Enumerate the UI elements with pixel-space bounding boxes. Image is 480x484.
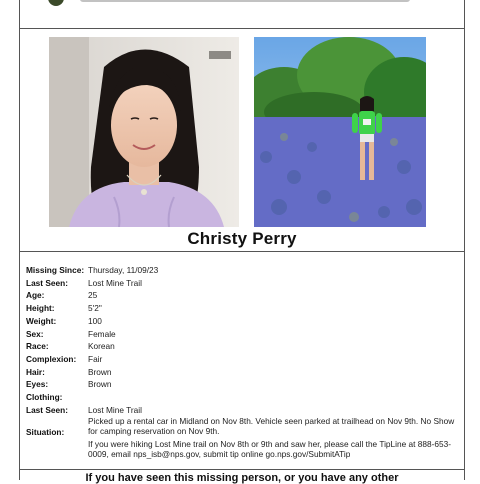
section-divider xyxy=(20,469,464,470)
situation-paragraph: If you were hiking Lost Mine trail on Nov 8th or 9th and saw her, please call the TipLine at 888-653-0009, email nps_isb@nps.gov, submit tip online go.nps.gov/SubmitATip xyxy=(88,439,451,460)
detail-value: 5'2" xyxy=(88,303,102,314)
missing-person-poster xyxy=(19,0,465,484)
detail-row-complexion xyxy=(26,353,462,366)
detail-label: Weight: xyxy=(26,315,57,326)
missing-person-name: Christy Perry xyxy=(187,229,297,248)
detail-label: Complexion: xyxy=(26,353,77,364)
detail-value: Korean xyxy=(88,341,115,352)
detail-label: Hair: xyxy=(26,366,45,377)
detail-value: 100 xyxy=(88,315,102,326)
field-photo-image xyxy=(254,37,426,227)
detail-label: Last Seen: xyxy=(26,277,68,288)
detail-row-race xyxy=(26,340,462,353)
detail-label: Situation: xyxy=(26,427,65,438)
detail-row-last-seen-2 xyxy=(26,404,462,417)
photo-row xyxy=(49,37,429,227)
footer-call-to-action: If you have seen this missing person, or you have any other xyxy=(85,472,399,484)
detail-value: Brown xyxy=(88,379,112,390)
detail-row-hair xyxy=(26,366,462,379)
situation-paragraph: Picked up a rental car in Midland on Nov 8th. Vehicle seen parked at trailhead on Nov 9th. No Show for camping reservation on Nov 9th. xyxy=(88,416,455,437)
details-list xyxy=(26,264,462,459)
detail-value: Fair xyxy=(88,353,103,364)
detail-row-height xyxy=(26,302,462,315)
portrait-photo xyxy=(49,37,239,227)
detail-label: Last Seen: xyxy=(26,404,68,415)
section-divider xyxy=(20,251,464,252)
situation-text xyxy=(88,416,462,459)
detail-row-weight xyxy=(26,315,462,328)
detail-value: Lost Mine Trail xyxy=(88,404,142,415)
detail-value: Brown xyxy=(88,366,112,377)
nps-arrowhead-logo xyxy=(48,0,64,6)
detail-row-age xyxy=(26,289,462,302)
detail-row-missing-since xyxy=(26,264,462,277)
detail-label: Eyes: xyxy=(26,379,49,390)
detail-row-sex xyxy=(26,328,462,341)
detail-label: Height: xyxy=(26,303,55,314)
detail-value: Female xyxy=(88,328,116,339)
detail-row-eyes xyxy=(26,378,462,391)
detail-label: Missing Since: xyxy=(26,265,85,275)
detail-row-clothing xyxy=(26,391,462,404)
detail-value: Thursday, 11/09/23 xyxy=(88,265,159,275)
detail-value: Lost Mine Trail xyxy=(88,277,142,288)
header-text-cropped xyxy=(80,0,410,2)
poster-header xyxy=(20,0,464,29)
field-photo xyxy=(254,37,426,227)
detail-label: Age: xyxy=(26,290,45,301)
detail-row-situation xyxy=(26,416,462,459)
detail-label: Sex: xyxy=(26,328,44,339)
detail-label: Race: xyxy=(26,341,49,352)
detail-value: 25 xyxy=(88,290,98,301)
portrait-photo-image xyxy=(49,37,239,227)
detail-label: Clothing: xyxy=(26,392,63,403)
detail-row-last-seen xyxy=(26,277,462,290)
